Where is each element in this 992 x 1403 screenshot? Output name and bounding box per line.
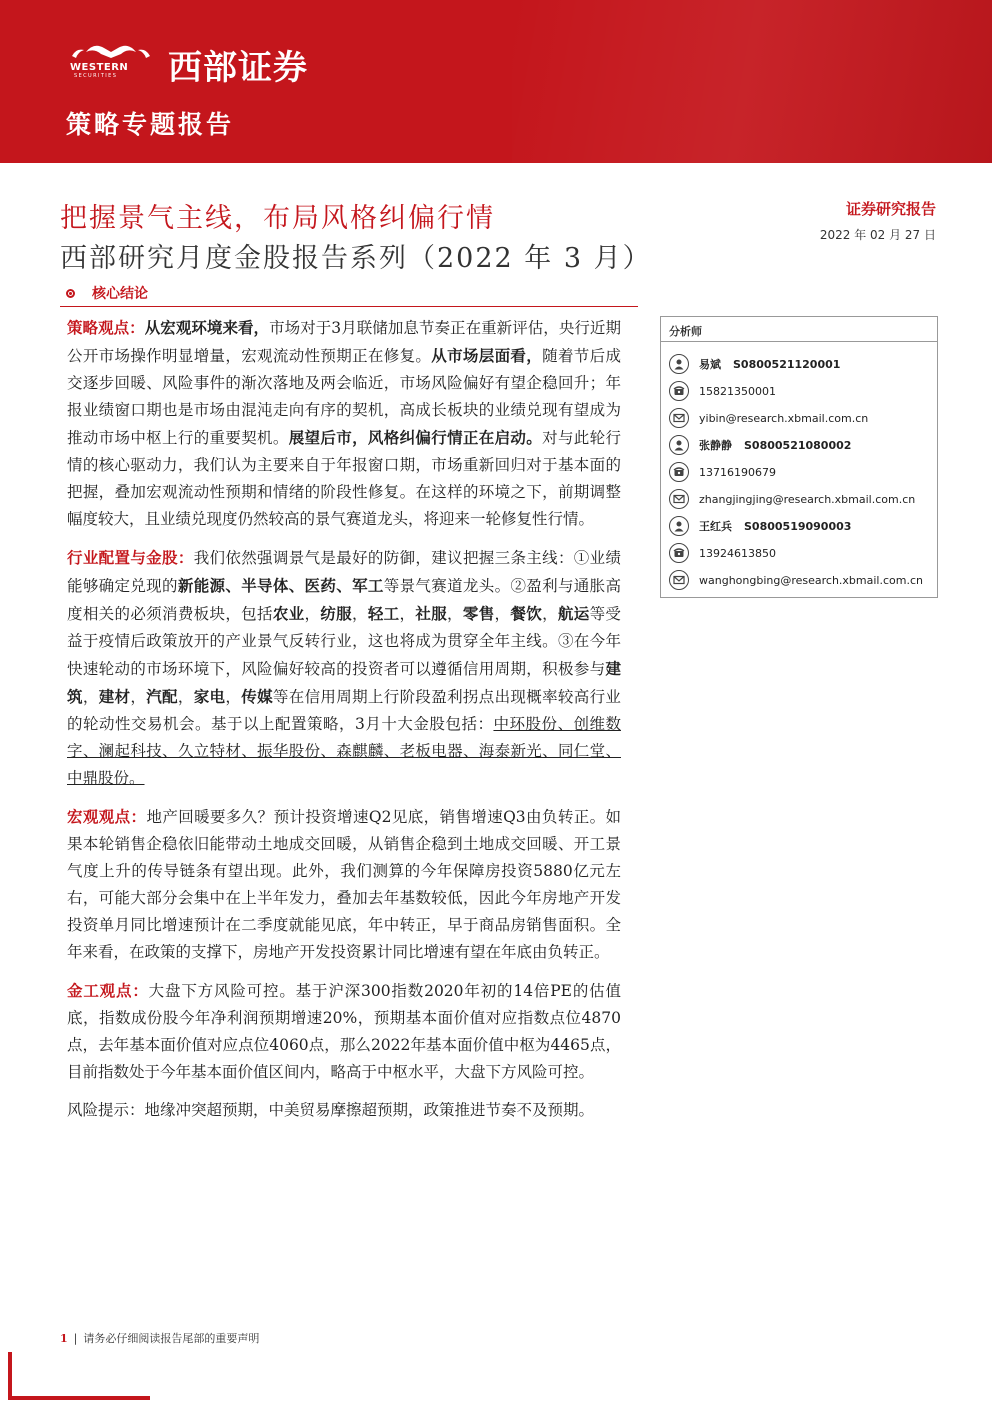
phone-icon bbox=[669, 381, 689, 401]
footer-notice: 请务必仔细阅读报告尾部的重要声明 bbox=[83, 1332, 260, 1345]
text: 市场对于3月联储加息节奏正在重新评估，央行近期公开市场操作明显增量，宏观流动性预期正在修复。 bbox=[67, 319, 621, 365]
text: ， bbox=[82, 688, 99, 706]
golden-stocks-list: 中环股份、创维数字、澜起科技、久立特材、振华股份、森麒麟、老板电器、海泰新光、同仁堂、中鼎股份。 bbox=[67, 715, 621, 787]
analyst-phone: 13716190679 bbox=[699, 465, 776, 479]
doc-type: 证券研究报告 bbox=[845, 200, 936, 218]
analyst-box bbox=[660, 316, 938, 598]
text: 等受益于疫情后政策放开的产业景气反转行业，这也将成为贯穿全年主线。③在今年快速轮动的市场环境下，风险偏好较高的投资者可以遵循信用周期，积极参与 bbox=[67, 605, 621, 678]
text: 对与此轮行情的核心驱动力，我们认为主要来自于年报窗口期，市场重新回归对于基本面的把握，叠加宏观流动性预期和情绪的阶段性修复。在这样的环境之下，前期调整幅度较大，且业绩兑现度仍然较高的景气赛道龙头，将迎来一轮修复性行情。 bbox=[67, 429, 621, 528]
analyst-email[interactable]: yibin@research.xbmail.com.cn bbox=[699, 411, 869, 425]
phone-icon bbox=[669, 543, 689, 563]
report-header bbox=[0, 0, 992, 163]
text: 我们依然强调景气是最好的防御，建议把握三条主线：①业绩能够确定兑现的 bbox=[67, 549, 621, 595]
section-heading bbox=[60, 281, 638, 307]
email-row bbox=[669, 569, 923, 591]
bold-text: 展望后市，风格纠偏行情正在启动。 bbox=[288, 428, 543, 447]
analyst-title: 分析师 bbox=[669, 325, 702, 338]
email-row bbox=[669, 488, 915, 510]
paragraph-macro bbox=[67, 803, 621, 966]
corner-mark-vertical bbox=[8, 1352, 12, 1400]
text: ， bbox=[177, 688, 194, 706]
page-footer bbox=[60, 1330, 259, 1346]
analyst-phone: 15821350001 bbox=[699, 384, 776, 398]
analyst-name: 易斌 bbox=[699, 358, 721, 371]
logo-en: WESTERN bbox=[70, 62, 129, 73]
bold-text: 汽配 bbox=[146, 687, 178, 706]
bullet-icon bbox=[66, 289, 75, 298]
report-body bbox=[67, 314, 621, 1135]
paragraph-risk bbox=[67, 1097, 621, 1124]
report-type: 策略专题报告 bbox=[66, 110, 235, 139]
person-icon bbox=[669, 435, 689, 455]
text: ， bbox=[447, 605, 463, 623]
analyst-email[interactable]: zhangjingjing@research.xbmail.com.cn bbox=[699, 492, 916, 506]
bold-text: 航运 bbox=[557, 604, 590, 623]
text: 等在信用周期上行阶段盈利拐点出现概率较高行业的轮动性交易机会。基于以上配置策略，3月十大金股包括： bbox=[67, 688, 621, 733]
label-macro: 宏观观点： bbox=[67, 807, 147, 826]
text: 随着节后成交逐步回暖、风险事件的渐次落地及两会临近，市场风险偏好有望企稳回升；年报业绩窗口期也是市场由混沌走向有序的契机，高成长板块的业绩兑现有望成为推动市场中枢上行的重要契机。 bbox=[67, 347, 621, 447]
label-strategy: 策略观点： bbox=[67, 318, 145, 337]
doc-date: 2022 年 02 月 27 日 bbox=[819, 228, 936, 242]
risk-text: 风险提示：地缘冲突超预期，中美贸易摩擦超预期，政策推进节奏不及预期。 bbox=[67, 1101, 595, 1119]
bold-text: 农业 bbox=[272, 604, 305, 623]
phone-row bbox=[669, 461, 776, 483]
phone-row bbox=[669, 542, 776, 564]
footer-separator: | bbox=[73, 1332, 78, 1345]
text: ， bbox=[225, 688, 242, 706]
text: ， bbox=[352, 605, 368, 623]
logo-en-sub: SECURITIES bbox=[74, 73, 118, 79]
label-industry: 行业配置与金股： bbox=[67, 548, 194, 567]
bold-text: 纺服 bbox=[320, 604, 352, 623]
bold-text: 新能源、半导体、医药、军工 bbox=[177, 576, 384, 595]
bold-text: 从宏观环境来看， bbox=[144, 318, 270, 337]
text: ， bbox=[399, 605, 416, 623]
bold-text: 家电 bbox=[193, 687, 226, 706]
analyst-cert: S0800521080002 bbox=[744, 439, 852, 452]
analyst-row bbox=[669, 353, 840, 375]
text: 等景气赛道龙头。②盈利与通胀高度相关的必须消费板块，包括 bbox=[67, 577, 621, 623]
bold-text: 餐饮 bbox=[510, 604, 543, 623]
text: ， bbox=[130, 688, 147, 706]
header-shade bbox=[512, 0, 992, 163]
person-icon bbox=[669, 354, 689, 374]
bold-text: 建材 bbox=[98, 687, 131, 706]
analyst-name: 王红兵 bbox=[699, 520, 732, 533]
bold-text: 轻工 bbox=[367, 604, 400, 623]
bold-text: 传媒 bbox=[241, 687, 273, 706]
paragraph-strategy bbox=[67, 314, 621, 533]
email-row bbox=[669, 407, 868, 429]
divider bbox=[661, 341, 937, 342]
paragraph-quant bbox=[67, 977, 621, 1086]
phone-row bbox=[669, 380, 776, 402]
page-number: 1 bbox=[60, 1332, 68, 1345]
corner-mark-horizontal bbox=[8, 1396, 150, 1400]
report-subtitle: 西部研究月度金股报告系列（2022 年 3 月） bbox=[60, 243, 652, 274]
analyst-phone: 13924613850 bbox=[699, 546, 776, 560]
brand-name: 西部证券 bbox=[168, 48, 308, 88]
bold-text: 建筑 bbox=[67, 659, 621, 706]
text: 地产回暖要多久？预计投资增速Q2见底，销售增速Q3由负转正。如果本轮销售企稳依旧能带动土地成交回暖，从销售企稳到土地成交回暖、开工景气度上升的传导链条有望出现。此外，我们测算的今年保障房投资5880亿元左右，可能大部分会集中在上半年发力，叠加去年基数较低，因此今年房地产开发投资单月同比增速预计在二季度就能见底，年中转正，早于商品房销售面积。全年来看，在政策的支撑下，房地产开发投资累计同比增速有望在年底由负转正。 bbox=[67, 808, 621, 961]
phone-icon bbox=[669, 462, 689, 482]
mail-icon bbox=[669, 408, 689, 428]
bold-text: 零售 bbox=[462, 604, 495, 623]
analyst-cert: S0800521120001 bbox=[733, 358, 841, 371]
text: ， bbox=[494, 605, 511, 623]
analyst-row bbox=[669, 515, 851, 537]
mail-icon bbox=[669, 489, 689, 509]
analyst-email[interactable]: wanghongbing@research.xbmail.com.cn bbox=[699, 573, 923, 587]
text: ， bbox=[304, 605, 321, 623]
mail-icon bbox=[669, 570, 689, 590]
section-title: 核心结论 bbox=[92, 286, 148, 302]
analyst-cert: S0800519090003 bbox=[744, 520, 852, 533]
bold-text: 社服 bbox=[415, 604, 448, 623]
person-icon bbox=[669, 516, 689, 536]
analyst-name: 张静静 bbox=[699, 439, 732, 452]
paragraph-industry bbox=[67, 544, 621, 792]
analyst-row bbox=[669, 434, 851, 456]
report-title: 把握景气主线，布局风格纠偏行情 bbox=[60, 203, 495, 234]
label-quant: 金工观点： bbox=[67, 981, 149, 1000]
text: ， bbox=[542, 605, 558, 623]
text: 大盘下方风险可控。基于沪深300指数2020年初的14倍PE的估值底，指数成份股今年净利润预期增速20%，预期基本面价值对应指数点位4870点，去年基本面价值对应点位4060点，那么2022年基本面价值中枢为4465点，目前指数处于今年基本面价值区间内，略高于中枢水平，大盘下方风险可控。 bbox=[67, 982, 621, 1081]
bold-text: 从市场层面看， bbox=[431, 346, 543, 365]
